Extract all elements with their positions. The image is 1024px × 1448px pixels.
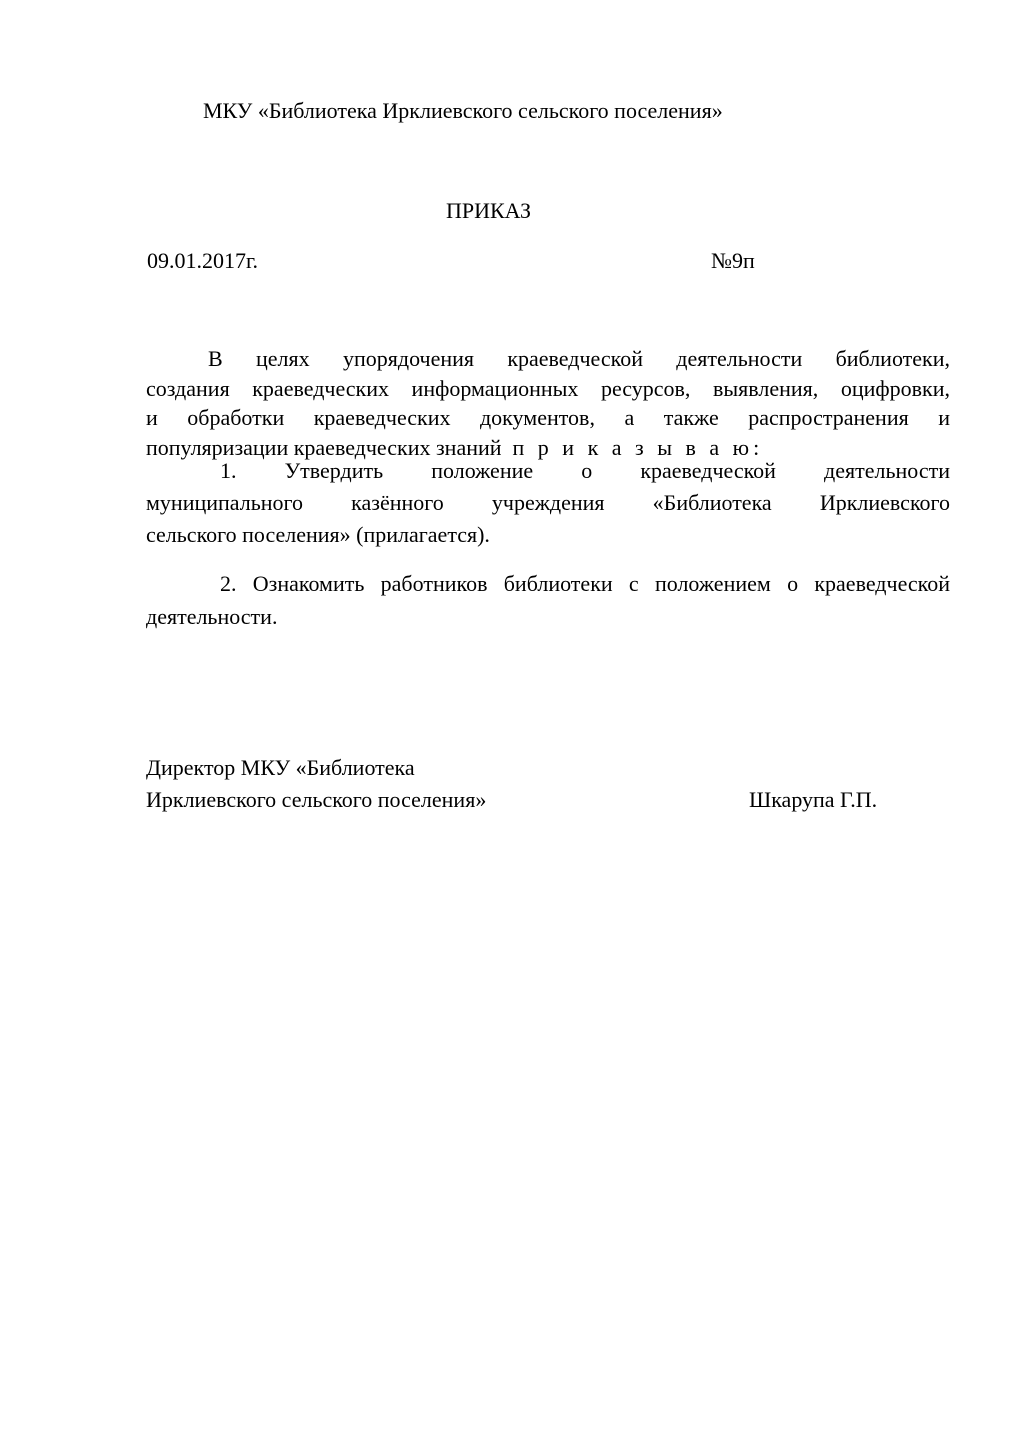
intro-line: создания краеведческих информационных ресурсов, выявления, оцифровки, — [146, 375, 950, 401]
order-word: п р и к а з ы в а ю: — [512, 434, 764, 460]
order-date: 09.01.2017г. — [147, 248, 259, 273]
order-item-2 — [146, 567, 950, 633]
item1-line: 1. Утвердить положение о краеведческой деятельности — [220, 458, 950, 483]
item1-line: муниципального казённого учреждения «Библиотека Ирклиевского — [146, 490, 950, 515]
intro-paragraph — [146, 344, 950, 462]
order-number: №9п — [711, 248, 755, 273]
item2-line: деятельности. — [146, 604, 278, 629]
item1-line: сельского поселения» (прилагается). — [146, 522, 490, 547]
intro-line: В целях упорядочения краеведческой деятельности библиотеки, — [208, 346, 950, 371]
order-item-1 — [146, 455, 950, 551]
item2-line: 2. Ознакомить работников библиотеки с положением о краеведческой — [220, 571, 950, 596]
organization-heading: МКУ «Библиотека Ирклиевского сельского поселения» — [203, 98, 723, 123]
signer-position-line-1: Директор МКУ «Библиотека — [146, 755, 415, 780]
signer-name: Шкарупа Г.П. — [749, 787, 878, 812]
signer-position-line-2: Ирклиевского сельского поселения» — [146, 787, 487, 812]
document-title: ПРИКАЗ — [446, 198, 532, 223]
intro-line: популяризации краеведческих знаний — [146, 434, 502, 460]
intro-line: и обработки краеведческих документов, а также распространения и — [146, 405, 950, 430]
